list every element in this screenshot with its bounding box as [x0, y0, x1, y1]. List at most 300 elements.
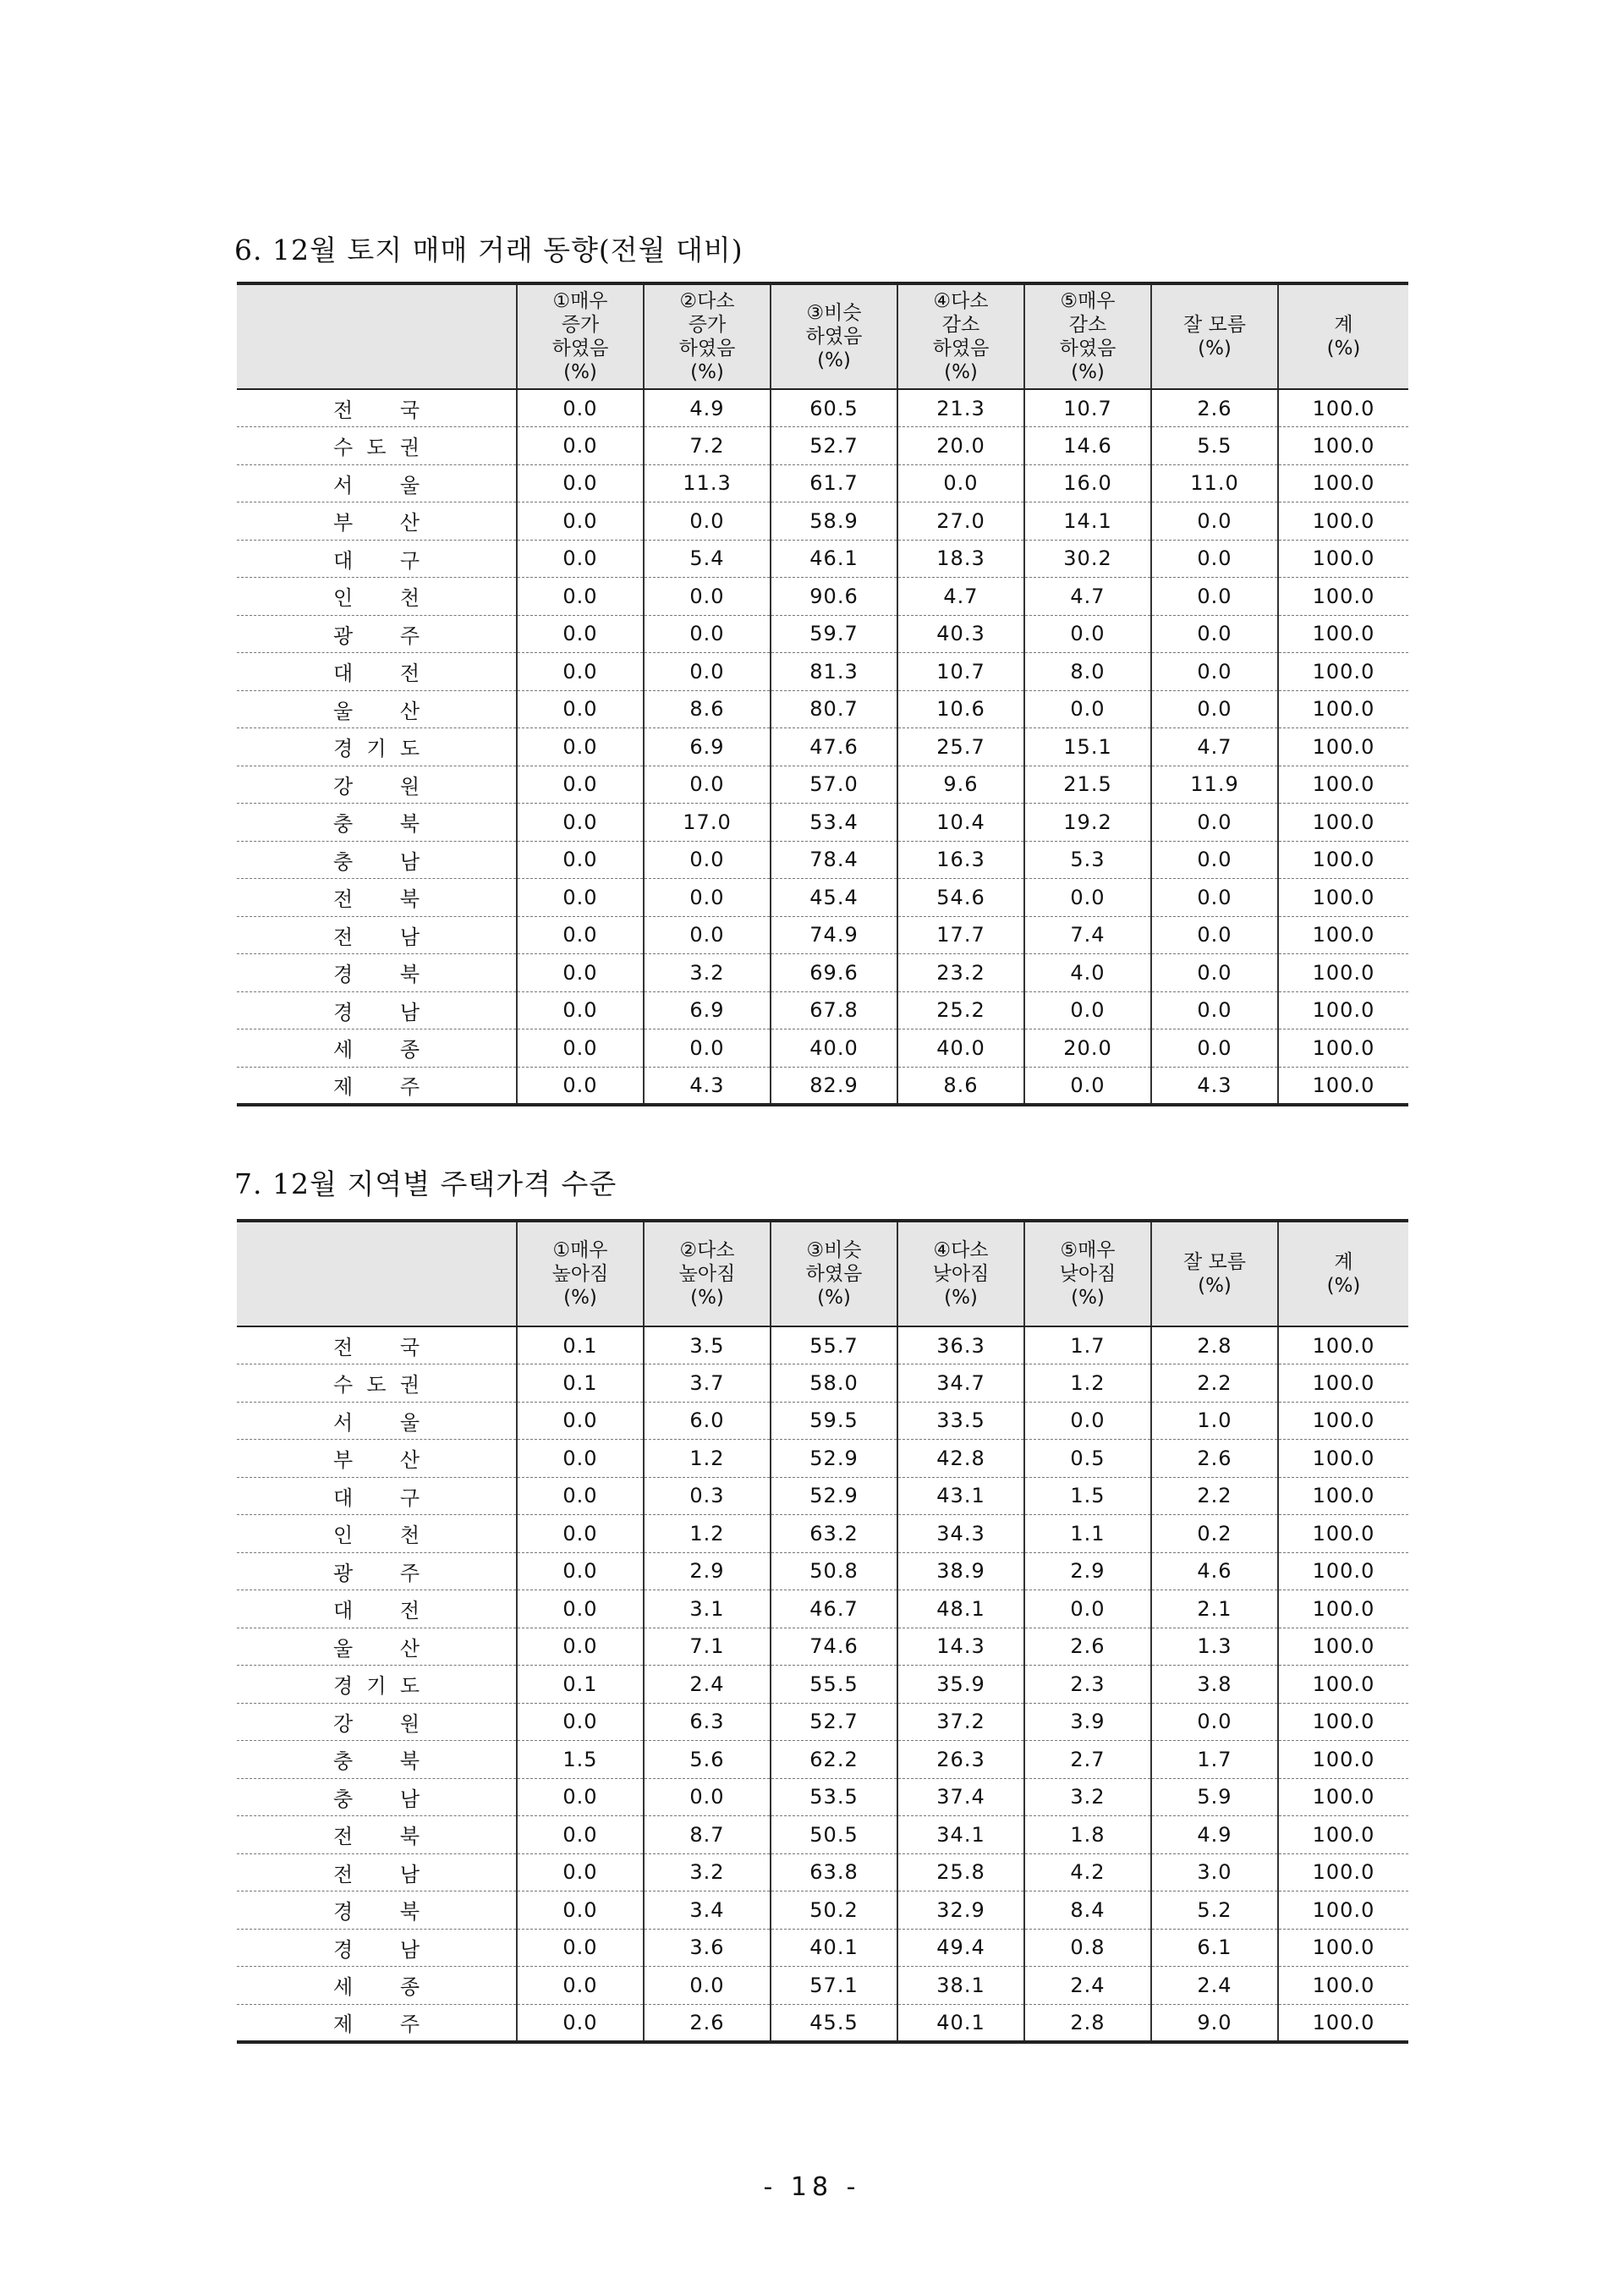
value-cell: 46.7	[771, 1590, 897, 1628]
value-cell: 0.0	[1151, 502, 1278, 541]
value-cell: 1.7	[1024, 1326, 1151, 1364]
region-cell	[237, 1741, 517, 1779]
value-cell: 52.7	[771, 427, 897, 465]
value-cell: 0.0	[517, 954, 644, 992]
region-char: 서	[333, 473, 354, 497]
value-cell: 34.7	[897, 1364, 1024, 1403]
value-cell: 23.2	[897, 954, 1024, 992]
region-char: 세	[333, 1975, 354, 2000]
region-cell	[237, 1816, 517, 1854]
region-char: 울	[333, 1636, 354, 1661]
value-cell: 3.4	[644, 1891, 771, 1930]
value-cell: 40.0	[771, 1029, 897, 1068]
value-cell: 100.0	[1278, 804, 1408, 842]
value-cell: 49.4	[897, 1929, 1024, 1967]
region-char: 세	[333, 1038, 354, 1062]
value-cell: 17.0	[644, 804, 771, 842]
column-header-line: (%)	[1071, 1287, 1105, 1309]
value-cell: 62.2	[771, 1741, 897, 1779]
region-cell	[237, 804, 517, 842]
value-cell: 100.0	[1278, 427, 1408, 465]
value-cell: 3.7	[644, 1364, 771, 1403]
value-cell: 7.1	[644, 1628, 771, 1666]
region-name	[333, 1443, 420, 1473]
value-cell: 25.2	[897, 991, 1024, 1029]
value-cell: 5.3	[1024, 841, 1151, 879]
value-cell: 42.8	[897, 1440, 1024, 1478]
region-char: 북	[399, 887, 420, 912]
column-header	[897, 283, 1024, 389]
region-cell	[237, 653, 517, 691]
region-name	[333, 544, 420, 574]
value-cell: 74.9	[771, 916, 897, 954]
table-row	[237, 879, 1408, 917]
value-cell: 0.0	[517, 1029, 644, 1068]
table-row	[237, 2004, 1408, 2042]
value-cell: 0.0	[644, 502, 771, 541]
value-cell: 3.8	[1151, 1666, 1278, 1704]
table-row	[237, 690, 1408, 728]
column-header-line: ③비슷	[806, 302, 862, 324]
value-cell: 100.0	[1278, 1967, 1408, 2005]
value-cell: 4.7	[1151, 728, 1278, 766]
region-char: 울	[333, 699, 354, 723]
region-name	[333, 1481, 420, 1511]
region-cell	[237, 728, 517, 766]
value-cell: 0.0	[517, 841, 644, 879]
table-row	[237, 1967, 1408, 2005]
column-header-line: ⑤매우	[1060, 290, 1116, 312]
value-cell: 0.0	[1024, 1590, 1151, 1628]
value-cell: 61.7	[771, 464, 897, 502]
region-char: 주	[399, 1075, 420, 1099]
value-cell: 0.0	[517, 690, 644, 728]
column-header-line: ②다소	[679, 290, 735, 312]
value-cell: 2.6	[644, 2004, 771, 2042]
region-char: 경	[333, 737, 354, 761]
column-header-line: (%)	[817, 1287, 851, 1309]
region-name	[333, 732, 420, 761]
region-char: 부	[333, 511, 354, 535]
region-name	[333, 882, 420, 912]
table-row	[237, 1477, 1408, 1515]
value-cell: 20.0	[897, 427, 1024, 465]
value-cell: 100.0	[1278, 1929, 1408, 1967]
region-char: 전	[399, 662, 420, 686]
region-char: 대	[333, 548, 354, 573]
table-row	[237, 615, 1408, 653]
value-cell: 0.0	[644, 1778, 771, 1816]
value-cell: 0.0	[517, 389, 644, 427]
value-cell: 59.7	[771, 615, 897, 653]
region-cell	[237, 1666, 517, 1704]
column-header	[771, 283, 897, 389]
value-cell: 8.7	[644, 1816, 771, 1854]
value-cell: 0.0	[517, 1778, 644, 1816]
value-cell: 54.6	[897, 879, 1024, 917]
value-cell: 0.1	[517, 1666, 644, 1704]
value-cell: 100.0	[1278, 916, 1408, 954]
value-cell: 34.1	[897, 1816, 1024, 1854]
region-name	[333, 1858, 420, 1887]
value-cell: 3.2	[644, 954, 771, 992]
value-cell: 50.2	[771, 1891, 897, 1930]
value-cell: 100.0	[1278, 766, 1408, 804]
value-cell: 2.4	[644, 1666, 771, 1704]
value-cell: 37.4	[897, 1778, 1024, 1816]
value-cell: 81.3	[771, 653, 897, 691]
value-cell: 33.5	[897, 1402, 1024, 1440]
region-char: 충	[333, 812, 354, 837]
region-char: 울	[399, 473, 420, 497]
region-cell	[237, 540, 517, 578]
region-name	[333, 506, 420, 535]
value-cell: 100.0	[1278, 1515, 1408, 1553]
value-cell: 7.4	[1024, 916, 1151, 954]
region-char: 수	[333, 436, 354, 460]
value-cell: 6.0	[644, 1402, 771, 1440]
value-cell: 0.0	[1024, 1402, 1151, 1440]
value-cell: 19.2	[1024, 804, 1151, 842]
region-cell	[237, 879, 517, 917]
value-cell: 80.7	[771, 690, 897, 728]
value-cell: 0.0	[517, 1515, 644, 1553]
region-cell	[237, 1402, 517, 1440]
value-cell: 50.8	[771, 1552, 897, 1590]
value-cell: 40.0	[897, 1029, 1024, 1068]
value-cell: 0.0	[1151, 804, 1278, 842]
region-char: 경	[333, 1000, 354, 1024]
table-row	[237, 540, 1408, 578]
column-header-line: ④다소	[933, 1239, 989, 1261]
value-cell: 52.9	[771, 1440, 897, 1478]
table-row	[237, 1402, 1408, 1440]
region-char: 경	[333, 963, 354, 987]
value-cell: 3.2	[644, 1853, 771, 1891]
value-cell: 0.0	[517, 1891, 644, 1930]
housing-price-table	[237, 1219, 1408, 2044]
value-cell: 32.9	[897, 1891, 1024, 1930]
column-header-line: (%)	[1071, 361, 1105, 383]
region-name	[333, 1406, 420, 1436]
region-cell	[237, 1778, 517, 1816]
value-cell: 57.0	[771, 766, 897, 804]
value-cell: 100.0	[1278, 1628, 1408, 1666]
value-cell: 10.7	[1024, 389, 1151, 427]
region-cell	[237, 1552, 517, 1590]
region-name	[333, 1632, 420, 1661]
table-row	[237, 1929, 1408, 1967]
region-char: 북	[399, 1825, 420, 1849]
value-cell: 58.9	[771, 502, 897, 541]
column-header	[517, 1221, 644, 1326]
value-cell: 6.1	[1151, 1929, 1278, 1967]
region-char: 남	[399, 1787, 420, 1811]
region-char: 국	[399, 398, 420, 422]
region-char: 남	[399, 849, 420, 874]
value-cell: 3.0	[1151, 1853, 1278, 1891]
value-cell: 2.4	[1024, 1967, 1151, 2005]
region-cell	[237, 615, 517, 653]
region-char: 수	[333, 1373, 354, 1397]
value-cell: 27.0	[897, 502, 1024, 541]
table-row	[237, 464, 1408, 502]
value-cell: 0.0	[517, 1628, 644, 1666]
region-char: 주	[399, 623, 420, 648]
column-header-line: (%)	[944, 361, 978, 383]
region-char: 부	[333, 1448, 354, 1473]
region-cell	[237, 1515, 517, 1553]
region-name	[333, 1669, 420, 1699]
value-cell: 100.0	[1278, 615, 1408, 653]
land-transaction-table	[237, 282, 1408, 1106]
value-cell: 36.3	[897, 1326, 1024, 1364]
value-cell: 0.0	[517, 1440, 644, 1478]
value-cell: 5.2	[1151, 1891, 1278, 1930]
region-name	[333, 393, 420, 423]
value-cell: 40.1	[771, 1929, 897, 1967]
region-name	[333, 1895, 420, 1924]
value-cell: 0.0	[517, 427, 644, 465]
column-header-line: (%)	[1198, 338, 1232, 360]
section-7-title: 7. 12월 지역별 주택가격 수준	[234, 1167, 617, 1200]
column-header-line: ④다소	[933, 290, 989, 312]
value-cell: 21.3	[897, 389, 1024, 427]
value-cell: 14.3	[897, 1628, 1024, 1666]
value-cell: 0.0	[517, 1853, 644, 1891]
value-cell: 1.0	[1151, 1402, 1278, 1440]
value-cell: 0.0	[1151, 841, 1278, 879]
region-cell	[237, 1891, 517, 1930]
region-char: 남	[399, 1862, 420, 1886]
value-cell: 0.0	[1024, 615, 1151, 653]
value-cell: 100.0	[1278, 389, 1408, 427]
value-cell: 0.0	[644, 615, 771, 653]
value-cell: 100.0	[1278, 1816, 1408, 1854]
value-cell: 4.7	[1024, 578, 1151, 616]
table-row	[237, 766, 1408, 804]
region-name	[333, 1331, 420, 1360]
region-char: 경	[333, 1674, 354, 1699]
column-header-line: 잘 모름	[1183, 1251, 1246, 1273]
value-cell: 100.0	[1278, 1402, 1408, 1440]
region-cell	[237, 2004, 517, 2042]
table-body	[237, 389, 1408, 1105]
region-name	[333, 695, 420, 724]
value-cell: 100.0	[1278, 1703, 1408, 1741]
value-cell: 0.0	[1024, 991, 1151, 1029]
column-header-line: ②다소	[679, 1239, 735, 1261]
column-header	[517, 283, 644, 389]
value-cell: 69.6	[771, 954, 897, 992]
value-cell: 5.9	[1151, 1778, 1278, 1816]
value-cell: 38.9	[897, 1552, 1024, 1590]
table-row	[237, 578, 1408, 616]
table-row	[237, 1666, 1408, 1704]
value-cell: 45.5	[771, 2004, 897, 2042]
column-header-line: 하였음	[678, 338, 736, 360]
region-char: 종	[399, 1038, 420, 1062]
value-cell: 100.0	[1278, 653, 1408, 691]
value-cell: 35.9	[897, 1666, 1024, 1704]
column-header-line: 계	[1334, 1251, 1353, 1273]
region-name	[333, 581, 420, 611]
region-cell	[237, 389, 517, 427]
value-cell: 1.5	[1024, 1477, 1151, 1515]
value-cell: 0.0	[517, 1967, 644, 2005]
value-cell: 21.5	[1024, 766, 1151, 804]
value-cell: 0.0	[1151, 540, 1278, 578]
value-cell: 9.6	[897, 766, 1024, 804]
header-region-cell	[237, 283, 517, 389]
table-row	[237, 389, 1408, 427]
value-cell: 17.7	[897, 916, 1024, 954]
value-cell: 25.8	[897, 1853, 1024, 1891]
value-cell: 2.9	[1024, 1552, 1151, 1590]
value-cell: 58.0	[771, 1364, 897, 1403]
value-cell: 2.2	[1151, 1477, 1278, 1515]
column-header-line: (%)	[1326, 338, 1361, 360]
value-cell: 0.0	[517, 728, 644, 766]
value-cell: 25.7	[897, 728, 1024, 766]
region-name	[333, 1033, 420, 1062]
region-char: 대	[333, 662, 354, 686]
region-char: 강	[333, 1711, 354, 1736]
column-header-line: 감소	[1068, 314, 1107, 336]
value-cell: 100.0	[1278, 1552, 1408, 1590]
region-char: 도	[366, 1373, 387, 1397]
value-cell: 2.1	[1151, 1590, 1278, 1628]
value-cell: 34.3	[897, 1515, 1024, 1553]
region-char: 도	[399, 737, 420, 761]
value-cell: 10.6	[897, 690, 1024, 728]
region-char: 국	[399, 1336, 420, 1359]
value-cell: 48.1	[897, 1590, 1024, 1628]
region-char: 북	[399, 963, 420, 987]
region-cell	[237, 1364, 517, 1403]
value-cell: 0.0	[517, 2004, 644, 2042]
value-cell: 0.0	[517, 1703, 644, 1741]
column-header-line: (%)	[1198, 1275, 1232, 1297]
value-cell: 100.0	[1278, 879, 1408, 917]
column-header-line: 낮아짐	[1059, 1263, 1116, 1285]
column-header-line: (%)	[690, 1287, 724, 1309]
value-cell: 3.6	[644, 1929, 771, 1967]
table-row	[237, 1364, 1408, 1403]
table-row	[237, 1326, 1408, 1364]
column-header	[644, 1221, 771, 1326]
column-header-line: ①매우	[552, 1239, 608, 1261]
region-char: 전	[333, 398, 354, 422]
column-header	[644, 283, 771, 389]
region-cell	[237, 1477, 517, 1515]
region-char: 구	[399, 548, 420, 573]
value-cell: 0.0	[517, 578, 644, 616]
region-name	[333, 1970, 420, 2000]
region-cell	[237, 464, 517, 502]
value-cell: 5.6	[644, 1741, 771, 1779]
value-cell: 100.0	[1278, 1326, 1408, 1364]
column-header-line: (%)	[690, 361, 724, 383]
region-char: 광	[333, 623, 354, 648]
region-char: 전	[333, 925, 354, 949]
table-row	[237, 1628, 1408, 1666]
value-cell: 0.1	[517, 1364, 644, 1403]
value-cell: 43.1	[897, 1477, 1024, 1515]
value-cell: 0.0	[1151, 1703, 1278, 1741]
column-header-line: (%)	[563, 361, 597, 383]
value-cell: 100.0	[1278, 1778, 1408, 1816]
region-char: 인	[333, 586, 354, 611]
region-char: 충	[333, 1787, 354, 1811]
region-char: 권	[399, 436, 420, 460]
table-header-row	[237, 283, 1408, 389]
region-char: 산	[399, 1448, 420, 1473]
value-cell: 1.3	[1151, 1628, 1278, 1666]
value-cell: 0.0	[1151, 1029, 1278, 1068]
region-char: 원	[399, 1711, 420, 1736]
region-char: 제	[333, 2012, 354, 2036]
table-row	[237, 1816, 1408, 1854]
value-cell: 100.0	[1278, 1364, 1408, 1403]
value-cell: 0.0	[517, 464, 644, 502]
column-header-line: 잘 모름	[1183, 314, 1246, 336]
value-cell: 0.0	[517, 502, 644, 541]
table-row	[237, 954, 1408, 992]
value-cell: 100.0	[1278, 1891, 1408, 1930]
value-cell: 4.9	[1151, 1816, 1278, 1854]
region-char: 광	[333, 1561, 354, 1585]
value-cell: 0.0	[644, 766, 771, 804]
column-header-line: 증가	[688, 314, 727, 336]
region-cell	[237, 1967, 517, 2005]
table-row	[237, 1067, 1408, 1105]
value-cell: 2.4	[1151, 1967, 1278, 2005]
region-char: 종	[399, 1975, 420, 2000]
value-cell: 0.0	[517, 879, 644, 917]
value-cell: 1.5	[517, 1741, 644, 1779]
table-row	[237, 653, 1408, 691]
value-cell: 8.4	[1024, 1891, 1151, 1930]
value-cell: 0.0	[644, 1029, 771, 1068]
value-cell: 5.4	[644, 540, 771, 578]
region-char: 원	[399, 774, 420, 799]
region-name	[333, 1782, 420, 1812]
value-cell: 100.0	[1278, 1853, 1408, 1891]
region-name	[333, 807, 420, 837]
column-header-line: (%)	[817, 349, 851, 371]
region-char: 권	[399, 1373, 420, 1397]
region-name	[333, 1744, 420, 1774]
value-cell: 2.2	[1151, 1364, 1278, 1403]
value-cell: 57.1	[771, 1967, 897, 2005]
value-cell: 4.3	[644, 1067, 771, 1105]
value-cell: 8.0	[1024, 653, 1151, 691]
region-char: 북	[399, 1749, 420, 1774]
region-name	[333, 1594, 420, 1623]
value-cell: 52.9	[771, 1477, 897, 1515]
region-cell	[237, 1326, 517, 1364]
region-cell	[237, 766, 517, 804]
value-cell: 1.2	[644, 1515, 771, 1553]
value-cell: 0.0	[517, 1067, 644, 1105]
column-header	[1278, 1221, 1408, 1326]
header-region-cell	[237, 1221, 517, 1326]
value-cell: 100.0	[1278, 1666, 1408, 1704]
value-cell: 100.0	[1278, 2004, 1408, 2042]
region-char: 대	[333, 1485, 354, 1510]
column-header-line: ③비슷	[806, 1239, 862, 1261]
